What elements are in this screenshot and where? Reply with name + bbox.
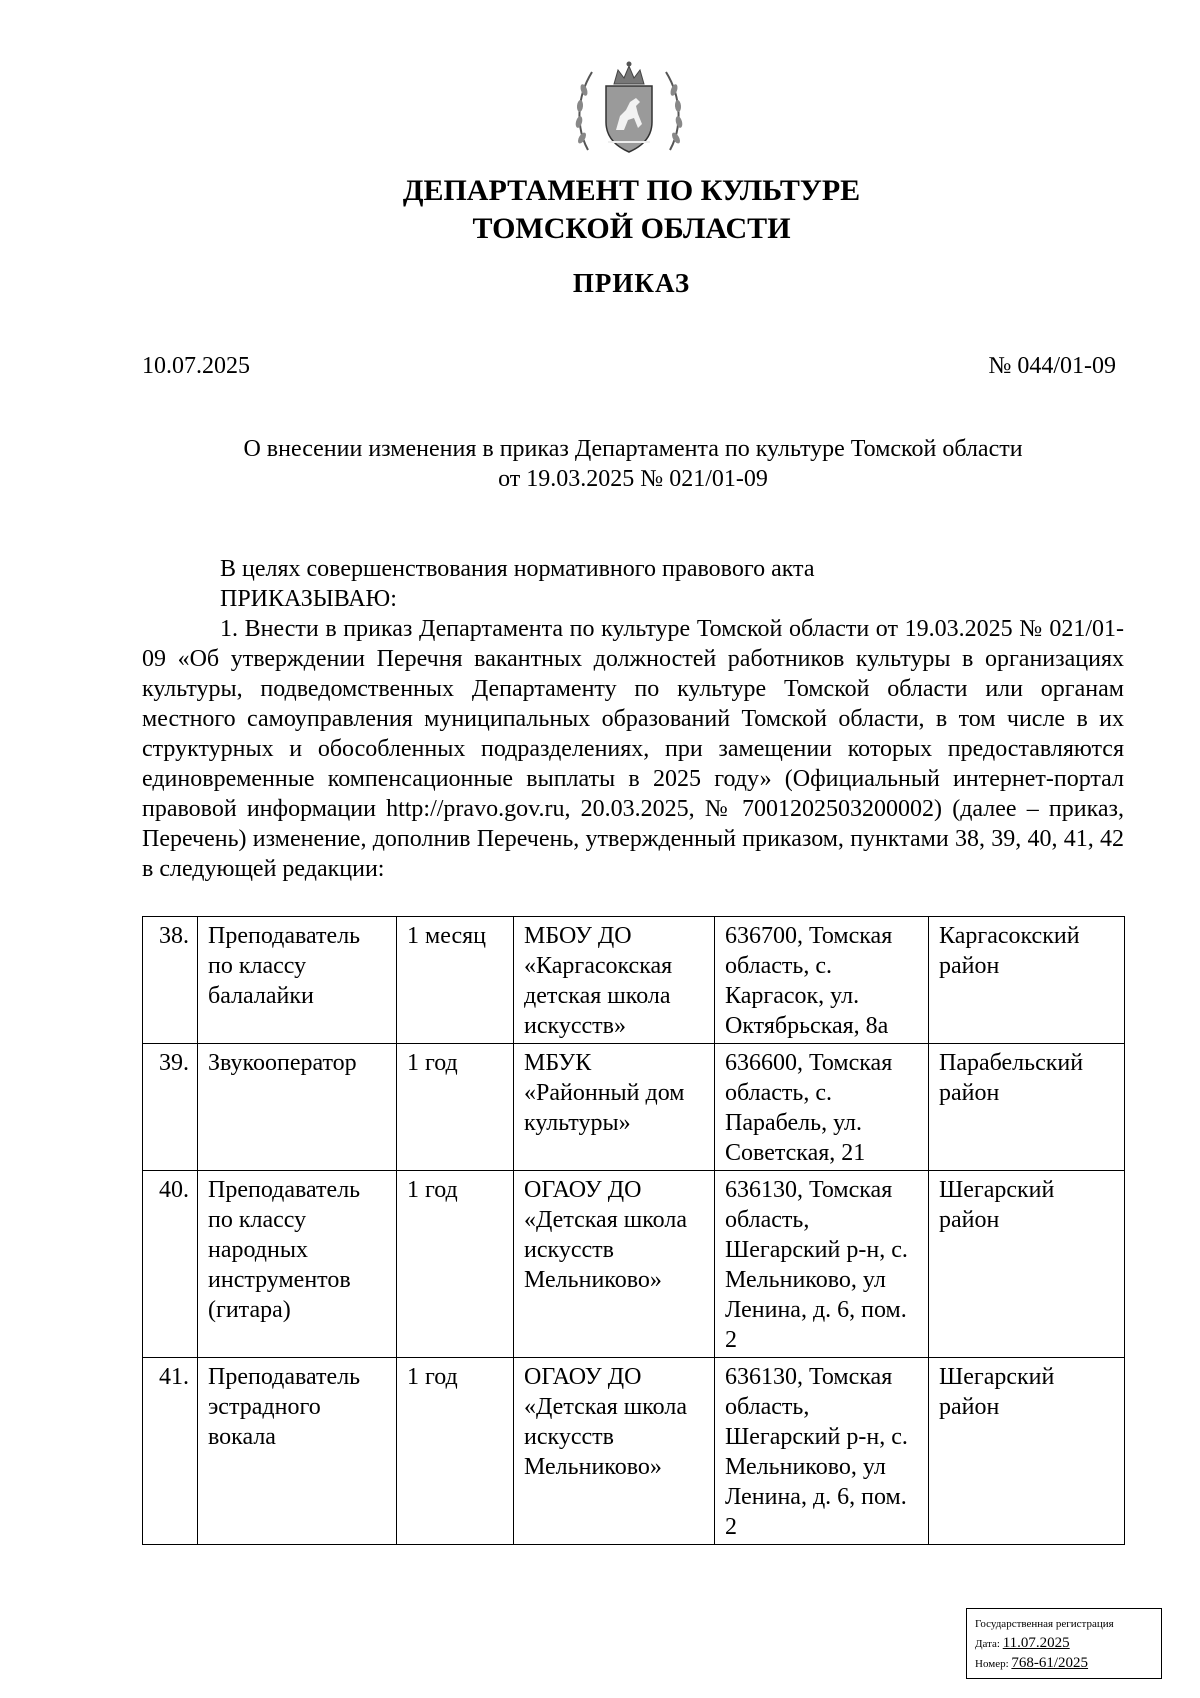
subject-line-1: О внесении изменения в приказ Департамента по культуре Томской области — [243, 436, 1023, 462]
order-word: ПРИКАЗЫВАЮ: — [220, 586, 397, 612]
table-row — [143, 1171, 1125, 1358]
organization-line-2: ТОМСКОЙ ОБЛАСТИ — [472, 212, 791, 245]
document-type: ПРИКАЗ — [572, 268, 691, 298]
stamp-number-line — [975, 1654, 1153, 1674]
row-position: Преподаватель по классу балалайки — [198, 917, 397, 1044]
item-1-paragraph: 1. Внести в приказ Департамента по культуре Томской области от 19.03.2025 № 021/01-09 «Об утверждении Перечня вакантных должностей работников культуры в организациях культуры, подведомственных Департаменту по культуре Томской области или органам местного самоуправления муниципальных образований Томской области, в том числе в их структурных и обособленных подразделениях, при замещении которых предоставляются единовременные компенсационные выплаты в 2025 году» (Официальный интернет-портал правовой информации http://pravo.gov.ru, 20.03.2025, № 7001202503200002) (далее – приказ, Перечень) изменение, дополнив Перечень, утвержденный приказом, пунктами 38, 39, 40, 41, 42 в следующей редакции: — [142, 616, 1124, 882]
row-address: 636600, Томская область, с. Парабель, ул. Советская, 21 — [715, 1044, 929, 1171]
row-organization: ОГАОУ ДО «Детская школа искусств Мельниково» — [514, 1358, 715, 1545]
row-district: Шегарский район — [929, 1358, 1125, 1545]
row-address: 636130, Томская область, Шегарский р-н, с. Мельниково, ул Ленина, д. 6, пом. 2 — [715, 1171, 929, 1358]
stamp-title: Государственная регистрация — [975, 1618, 1114, 1630]
row-address: 636130, Томская область, Шегарский р-н, с. Мельниково, ул Ленина, д. 6, пом. 2 — [715, 1358, 929, 1545]
row-number: 41. — [143, 1358, 198, 1545]
order-number: № 044/01-09 — [988, 353, 1116, 379]
row-organization: МБОУ ДО «Каргасокская детская школа искусств» — [514, 917, 715, 1044]
stamp-date-value: 11.07.2025 — [1002, 1635, 1070, 1651]
row-district: Каргасокский район — [929, 917, 1125, 1044]
stamp-date-line — [975, 1634, 1153, 1654]
row-term: 1 год — [397, 1171, 514, 1358]
row-address: 636700, Томская область, с. Каргасок, ул. Октябрьская, 8а — [715, 917, 929, 1044]
row-number: 40. — [143, 1171, 198, 1358]
stamp-number-value: 768-61/2025 — [1011, 1655, 1089, 1671]
order-date: 10.07.2025 — [142, 353, 250, 379]
coat-of-arms-icon — [570, 58, 688, 158]
row-district: Парабельский район — [929, 1044, 1125, 1171]
row-number: 38. — [143, 917, 198, 1044]
vacancies-table — [142, 916, 1125, 1545]
row-position: Преподаватель эстрадного вокала — [198, 1358, 397, 1545]
row-position: Преподаватель по классу народных инструментов (гитара) — [198, 1171, 397, 1358]
table-row — [143, 917, 1125, 1044]
organization-title — [0, 172, 1200, 248]
row-term: 1 год — [397, 1044, 514, 1171]
organization-line-1: ДЕПАРТАМЕНТ ПО КУЛЬТУРЕ — [402, 174, 861, 207]
row-organization: ОГАОУ ДО «Детская школа искусств Мельниково» — [514, 1171, 715, 1358]
stamp-date-label: Дата: — [975, 1638, 1000, 1650]
row-organization: МБУК «Районный дом культуры» — [514, 1044, 715, 1171]
order-body — [142, 554, 1124, 884]
row-position: Звукооператор — [198, 1044, 397, 1171]
row-number: 39. — [143, 1044, 198, 1171]
table-row — [143, 1044, 1125, 1171]
registration-stamp — [966, 1608, 1162, 1679]
row-district: Шегарский район — [929, 1171, 1125, 1358]
order-subject — [140, 434, 1126, 494]
row-term: 1 год — [397, 1358, 514, 1545]
purpose-paragraph: В целях совершенствования нормативного правового акта — [220, 556, 815, 582]
subject-line-2: от 19.03.2025 № 021/01-09 — [498, 466, 768, 492]
row-term: 1 месяц — [397, 917, 514, 1044]
stamp-number-label: Номер: — [975, 1658, 1009, 1670]
table-row — [143, 1358, 1125, 1545]
